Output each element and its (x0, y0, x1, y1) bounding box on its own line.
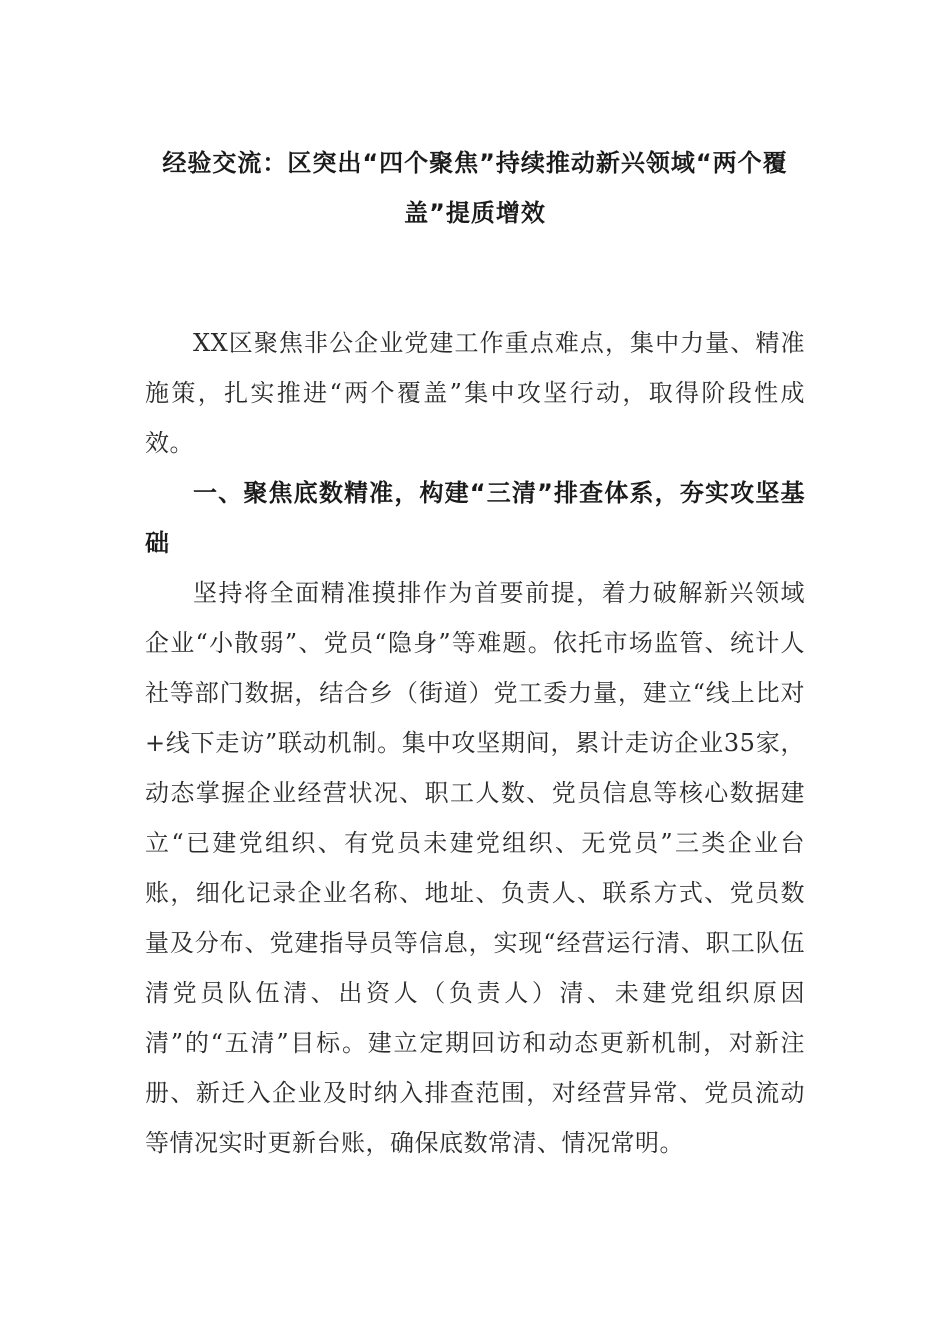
intro-paragraph: XX区聚焦非公企业党建工作重点难点，集中力量、精准施策，扎实推进“两个覆盖”集中攻坚行动，取得阶段性成效。 (145, 329, 805, 457)
section-1-body: 坚持将全面精准摸排作为首要前提，着力破解新兴领域企业“小散弱”、党员“隐身”等难题。依托市场监管、统计人社等部门数据，结合乡（街道）党工委力量，建立“线上比对+线下走访”联动机制。集中攻坚期间，累计走访企业35家，动态掌握企业经营状况、职工人数、党员信息等核心数据建立“已建党组织、有党员未建党组织、无党员”三类企业台账，细化记录企业名称、地址、负责人、联系方式、党员数量及分布、党建指导员等信息，实现“经营运行清、职工队伍清党员队伍清、出资人（负责人）清、未建党组织原因清”的“五清”目标。建立定期回访和动态更新机制，对新注册、新迁入企业及时纳入排查范围，对经营异常、党员流动等情况实时更新台账，确保底数常清、情况常明。 (145, 579, 805, 1157)
section-1-heading: 一、聚焦底数精准，构建“三清”排查体系，夯实攻坚基础 (145, 479, 805, 557)
document-title: 经验交流：区突出“四个聚焦”持续推动新兴领域“两个覆盖”提质增效 (162, 149, 788, 227)
document-body (145, 138, 805, 1168)
